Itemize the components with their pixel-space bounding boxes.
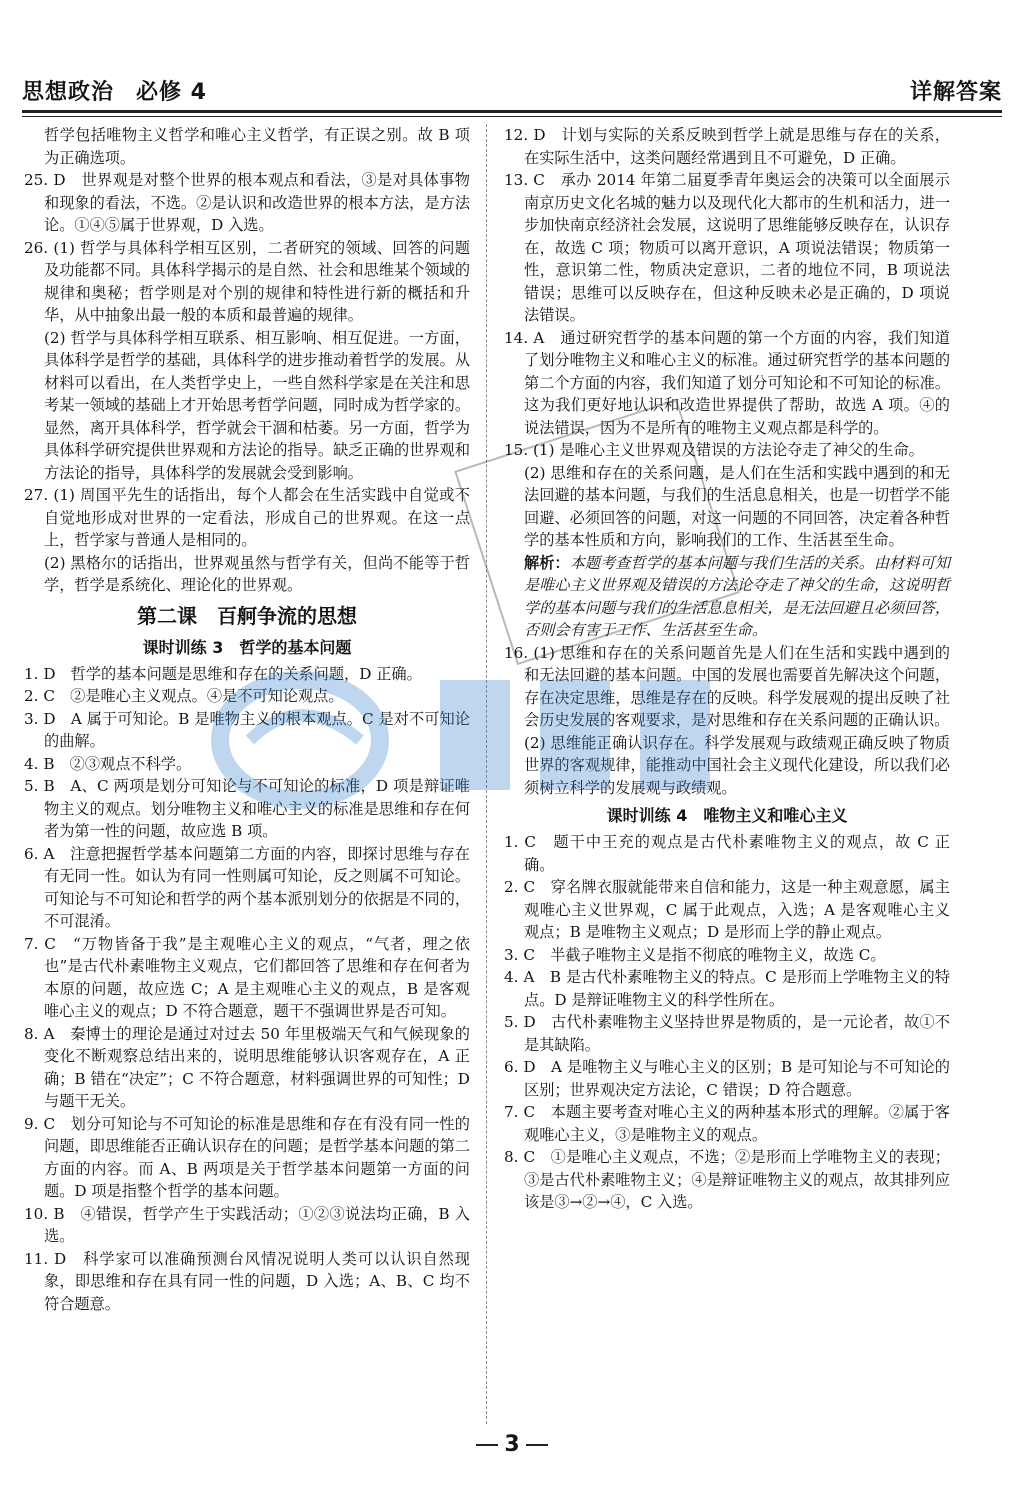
answer-q7: 7. C “万物皆备于我”是主观唯心主义的观点，“气者，理之依也”是古代朴素唯物主义观点，它们都回答了思维和存在何者为本原的问题，故应选 C；A 是主观唯心主义的观点，B 是客观唯心主义的观点；D 不符合题意，题干不强调世界是否可知。 bbox=[24, 934, 470, 1020]
answer-q14: 14. A 通过研究哲学的基本问题的第一个方面的内容，我们知道了划分唯物主义和唯心主义的标准。通过研究哲学的基本问题的第二个方面的内容，我们知道了划分可知论和不可知论的标准。这为我们更好地认识和改造世界提供了帮助，故选 A 项。④的说法错误，因为不是所有的唯物主义观点都是科学的。 bbox=[504, 328, 950, 437]
answer-r3: 3. C 半截子唯物主义是指不彻底的唯物主义，故选 C。 bbox=[504, 945, 886, 964]
header-rule bbox=[22, 110, 1002, 113]
answer-26-part1: 26. (1) 哲学与具体科学相互区别，二者研究的领域、回答的问题及功能都不同。具体科学揭示的是自然、社会和思维某个领域的规律和奥秘；哲学则是对个别的规律和特性进行新的概括和升华，从中抽象出最一般的本质和最普遍的规律。 bbox=[24, 238, 470, 324]
header-subject-group bbox=[22, 75, 229, 106]
answer-27-part2: (2) 黑格尔的话指出，世界观虽然与哲学有关，但尚不能等于哲学，哲学是系统化、理论化的世界观。 bbox=[44, 553, 470, 594]
page-number-dash-left bbox=[476, 1444, 498, 1446]
answer-25: 25. D 世界观是对整个世界的根本观点和看法，③是对具体事物和现象的看法，不选。②是认识和改造世界的根本方法，是方法论。①④⑤属于世界观，D 入选。 bbox=[24, 171, 470, 234]
lesson-heading: 第二课 百舸争流的思想 bbox=[137, 603, 357, 628]
answer-r8: 8. C ①是唯心主义观点，不选；②是形而上学唯物主义的表现；③是古代朴素唯物主义；④是辩证唯物主义的观点，故其排列应该是③→②→④，C 入选。 bbox=[504, 1148, 950, 1211]
answer-q3: 3. D A 属于可知论。B 是唯物主义的根本观点。C 是对不可知论的曲解。 bbox=[24, 709, 470, 750]
column-divider bbox=[486, 124, 487, 1424]
answer-q4: 4. B ②③观点不科学。 bbox=[24, 754, 192, 773]
answer-r7: 7. C 本题主要考查对唯心主义的两种基本形式的理解。②属于客观唯心主义，③是唯物主义的观点。 bbox=[504, 1103, 950, 1144]
right-column bbox=[504, 124, 950, 1214]
answer-text: 哲学包括唯物主义哲学和唯心主义哲学，有正误之别。故 B 项为正确选项。 bbox=[44, 126, 470, 167]
answer-r5: 5. D 古代朴素唯物主义坚持世界是物质的，是一元论者，故①不是其缺陷。 bbox=[504, 1013, 950, 1054]
answer-q12: 12. D 计划与实际的关系反映到哲学上就是思维与存在的关系，在实际生活中，这类问题经常遇到且不可避免，D 正确。 bbox=[504, 126, 950, 167]
page-header bbox=[22, 70, 1002, 106]
page-number-value: 3 bbox=[504, 1432, 520, 1457]
header-rule-thin bbox=[22, 116, 1002, 117]
answer-r2: 2. C 穿名牌衣服就能带来自信和能力，这是一种主观意愿，属主观唯心主义世界观，C 属于此观点，入选；A 是客观唯心主义观点；B 是唯物主义观点；D 是形而上学的静止观点。 bbox=[504, 878, 950, 941]
answer-q16-part2: (2) 思维能正确认识存在。科学发展观与政绩观正确反映了物质世界的客观规律，能推动中国社会主义现代化建设，所以我们必须树立科学的发展观与政绩观。 bbox=[524, 733, 950, 797]
page-number bbox=[0, 1432, 1024, 1457]
header-title: 详解答案 bbox=[909, 80, 1002, 105]
header-subject: 思想政治 bbox=[22, 80, 115, 105]
section-heading-4: 课时训练 4 唯物主义和唯心主义 bbox=[606, 806, 848, 825]
answer-26-part2: (2) 哲学与具体科学相互联系、相互影响、相互促进。一方面，具体科学是哲学的基础，具体科学的进步推动着哲学的发展。从材料可以看出，在人类哲学史上，一些自然科学家是在关注和思考某一领域的基础上才开始思考哲学问题，同时成为哲学家的。显然，离开具体科学，哲学就会干涸和枯萎。另一方面，哲学为具体科学研究提供世界观和方法论的指导。缺乏正确的世界观和方法论的指导，具体科学的发展就会受到影响。 bbox=[44, 328, 470, 482]
answer-q15-part2: (2) 思维和存在的关系问题，是人们在生活和实践中遇到的和无法回避的基本问题，与我们的生活息息相关，也是一切哲学不能回避、必须回答的问题，对这一问题的不同回答，决定着各种哲学的基本性质和方向，影响我们的工作、生活甚至生命。 bbox=[524, 463, 950, 549]
answer-27-part1: 27. (1) 周国平先生的话指出，每个人都会在生活实践中自觉或不自觉地形成对世界的一定看法，形成自己的世界观。在这一点上，哲学家与普通人是相同的。 bbox=[24, 486, 470, 549]
answer-q15-part1: 15. (1) 是唯心主义世界观及错误的方法论夺走了神父的生命。 bbox=[504, 441, 924, 459]
left-column bbox=[24, 124, 470, 1315]
answer-q9: 9. C 划分可知论与不可知论的标准是思维和存在有没有同一性的问题，即思维能否正确认识存在的问题；是哲学基本问题的第二方面的内容。而 A、B 两项是关于哲学基本问题第一方面的问题。D 项是指整个哲学的基本问题。 bbox=[24, 1114, 470, 1200]
header-book: 必修 4 bbox=[136, 80, 207, 105]
answer-q2: 2. C ②是唯心主义观点。④是不可知论观点。 bbox=[24, 687, 344, 705]
answer-q5: 5. B A、C 两项是划分可知论与不可知论的标准，D 项是辩证唯物主义的观点。划分唯物主义和唯心主义的标准是思维和存在何者为第一性的问题，故应选 B 项。 bbox=[24, 777, 470, 840]
page-number-dash-right bbox=[526, 1444, 548, 1446]
answer-q6: 6. A 注意把握哲学基本问题第二方面的内容，即探讨思维与存在有无同一性。如认为有同一性则属可知论，反之则属不可知论。可知论与不可知论和哲学的两个基本派别划分的依据是不同的，不可混淆。 bbox=[24, 844, 470, 930]
answer-q13: 13. C 承办 2014 年第二届夏季青年奥运会的决策可以全面展示南京历史文化名城的魅力以及现代化大都市的生机和活力，进一步加快南京经济社会发展，这说明了思维能够反映存在，认识存在，故选 C 项；物质可以离开意识，A 项说法错误；物质第一性，意识第二性，物质决定意识，二者的地位不同，B 项说法错误；思维可以反映存在，但这种反映未必是正确的，D 项说法错误。 bbox=[504, 171, 950, 324]
answer-r1: 1. C 题干中王充的观点是古代朴素唯物主义的观点，故 C 正确。 bbox=[504, 833, 950, 874]
answer-r6: 6. D A 是唯物主义与唯心主义的区别；B 是可知论与不可知论的区别；世界观决定方法论，C 错误；D 符合题意。 bbox=[504, 1058, 950, 1099]
answer-q16-part1: 16. (1) 思维和存在的关系问题首先是人们在生活和实践中遇到的和无法回避的基本问题。中国的发展也需要首先解决这个问题，存在决定思维，思维是存在的反映。科学发展观的提出反映了社会历史发展的客观要求，是对思维和存在关系问题的正确认识。 bbox=[504, 643, 950, 729]
answer-q1: 1. D 哲学的基本问题是思维和存在的关系问题，D 正确。 bbox=[24, 664, 422, 683]
analysis-text: 本题考查哲学的基本问题与我们生活的关系。由材料可知是唯心主义世界观及错误的方法论夺走了神父的生命，这说明哲学的基本问题与我们的生活息息相关，是无法回避且必须回答，否则会有害于工作、生活甚至生命。 bbox=[524, 553, 951, 639]
answer-q11: 11. D 科学家可以准确预测台风情况说明人类可以认识自然现象，即思维和存在具有同一性的问题，D 入选；A、B、C 均不符合题意。 bbox=[24, 1249, 470, 1313]
analysis-label: 解析： bbox=[524, 553, 570, 572]
answer-q10: 10. B ④错误，哲学产生于实践活动；①②③说法均正确，B 入选。 bbox=[24, 1204, 470, 1245]
answer-r4: 4. A B 是古代朴素唯物主义的特点。C 是形而上学唯物主义的特点。D 是辩证唯物主义的科学性所在。 bbox=[504, 968, 950, 1009]
section-heading-3: 课时训练 3 哲学的基本问题 bbox=[142, 637, 352, 657]
answer-q8: 8. A 秦博士的理论是通过对过去 50 年里极端天气和气候现象的变化不断观察总结出来的，说明思维能够认识客观存在，A 正确；B 错在“决定”；C 不符合题意，材料强调世界的可知性；D 与题干无关。 bbox=[24, 1024, 470, 1110]
